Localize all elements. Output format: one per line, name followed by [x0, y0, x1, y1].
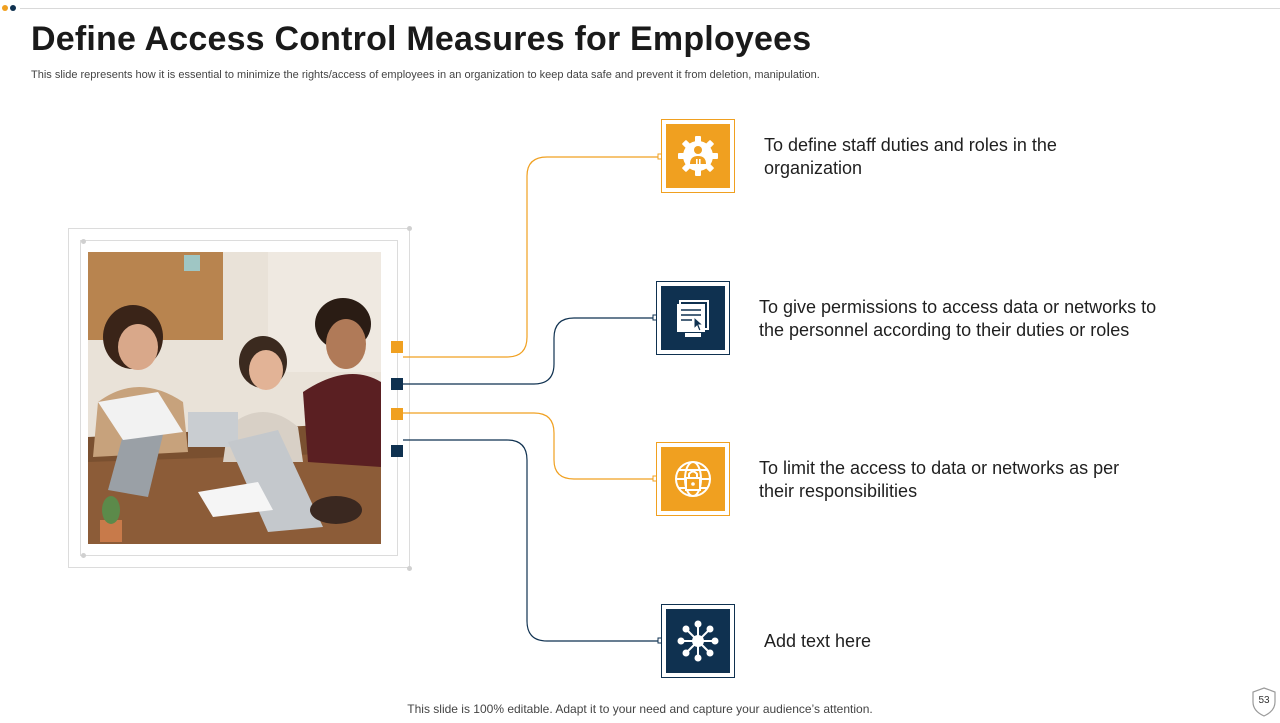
- item-4-text: Add text here: [764, 631, 872, 651]
- connector-square-orange: [391, 408, 403, 420]
- document-click-icon: [670, 295, 716, 341]
- connector-square-navy: [391, 378, 403, 390]
- page-number-badge: [1250, 686, 1278, 718]
- item-3-icon-box: [656, 442, 730, 516]
- gear-people-icon: [674, 132, 722, 180]
- slide-subtitle: This slide represents how it is essential to minimize the rights/access of employees in an organization to keep data safe and prevent it from deletion, manipulation.: [31, 69, 820, 81]
- item-1-icon-box: [661, 119, 735, 193]
- item-3-text: To limit the access to data or networks as per their responsibilities: [759, 458, 1120, 501]
- item-2-text: To give permissions to access data or networks to the personnel according to their duties or roles: [759, 297, 1157, 340]
- item-2-icon-box: [656, 281, 730, 355]
- item-4-icon-box: [661, 604, 735, 678]
- page-number: 53: [1258, 695, 1270, 706]
- item-1-text: To define staff duties and roles in the organization: [764, 135, 1057, 178]
- slide-footer: This slide is 100% editable. Adapt it to your need and capture your audience’s attention.: [407, 702, 873, 716]
- globe-lock-icon: [670, 456, 716, 502]
- connector-square-orange: [391, 341, 403, 353]
- slide-title: Define Access Control Measures for Employees: [31, 20, 812, 58]
- connector-square-navy: [391, 445, 403, 457]
- network-hub-icon: [675, 618, 721, 664]
